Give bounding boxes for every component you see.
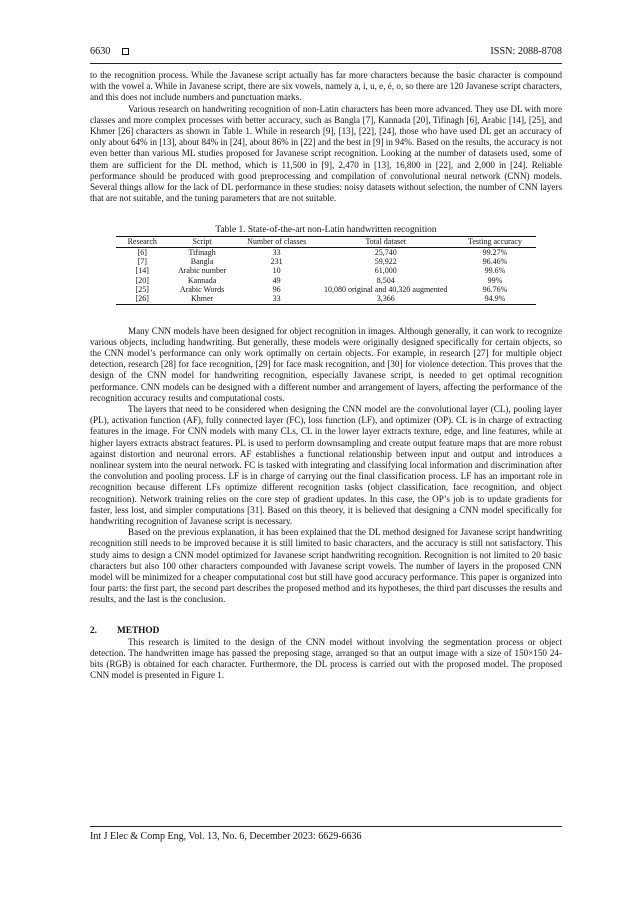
table-cell: 33 bbox=[272, 247, 281, 257]
table-caption: Table 1. State-of-the-art non-Latin handwritten recognition bbox=[215, 225, 437, 236]
table-cell: [14] bbox=[135, 266, 149, 276]
table-cell: [6] bbox=[137, 247, 147, 257]
page-body bbox=[90, 44, 562, 682]
section-heading bbox=[90, 626, 562, 637]
section-title: METHOD bbox=[117, 625, 160, 636]
table-cell: 3,366 bbox=[318, 294, 454, 304]
table-header-cell: Research bbox=[116, 237, 168, 247]
journal-citation: Int J Elec & Comp Eng, Vol. 13, No. 6, December 2023: 6629-6636 bbox=[90, 831, 362, 842]
section-number: 2. bbox=[90, 625, 97, 636]
table-cell: 33 bbox=[236, 294, 318, 304]
table-cell: Khmer bbox=[168, 294, 235, 304]
paragraph-study-aims: Based on the previous explanation, it has been explained that the DL method designed for Javanese script handwriting recognition still needs to be improved because it is still limited to basic characters, and the accuracy is still not satisfactory. This study aims to design a CNN model optimized for Javanese script handwriting recognition. Recognition is not limited to 20 basic characters but also 100 other characters compounded with Javanese script vowels. The number of layers in the proposed CNN model will be minimized for a cheaper computational cost but still have good accuracy performance. This paper is organized into four parts: the first part, the second part describes the proposed method and its hypotheses, the third part discusses the results and results, and the last is the conclusion. bbox=[90, 527, 562, 605]
table-row bbox=[116, 247, 536, 257]
table-cell: Tifinagh bbox=[188, 247, 216, 257]
table-row bbox=[116, 266, 536, 275]
table-cell: 10 bbox=[272, 266, 281, 276]
table-cell: Bangla bbox=[190, 257, 214, 267]
running-header bbox=[90, 44, 562, 58]
paragraph-method: This research is limited to the design of the CNN model without involving the segmentation process or object detection. The handwritten image has passed the preposing stage, arranged so that an output image with a size of 150×150 24-bits (RGB) is obtained for each character. Furthermore, the DL process is carried out with the proposed model. The proposed CNN model is presented in Figure 1. bbox=[90, 636, 562, 681]
table-cell: 25,740 bbox=[374, 247, 397, 257]
results-table bbox=[116, 236, 536, 304]
table-cell: [20] bbox=[135, 275, 149, 285]
table-cell: [7] bbox=[137, 257, 147, 267]
table-cell: Arabic number bbox=[177, 266, 227, 276]
table-cell: 49 bbox=[272, 275, 281, 285]
table-cell: 96.46% bbox=[482, 257, 508, 267]
table-cell: Kannada bbox=[187, 275, 217, 285]
table-cell: 8,504 bbox=[376, 275, 395, 285]
table-cell: [26] bbox=[116, 294, 168, 304]
table-row bbox=[116, 285, 536, 294]
table-cell: 99.6% bbox=[484, 266, 506, 276]
paragraph-related-work: Various research on handwriting recognition of non-Latin characters has been more advanced. They use DL with more classes and more complex processes with better accuracy, such as Bangla [7], Kannada [20], Tifinagh [6], Arabic [14], [25], and Khmer [26] characters as shown in Table 1. While in research [9], [13], [22], [24], those who have used DL get an accuracy of only about 64% in [13], about 84% in [24], about 86% in [22] and the best in [9] in 94%. Based on the results, the accuracy is not even better than various ML studies proposed for Javanese script recognition. Looking at the number of datasets used, some of them are sufficient for the DL method, which is 11,500 in [9], 2,470 in [13], 16,800 in [22], and 2,000 in [24]. Reliable performance should be produced with good preprocessing and compilation of convolutional neural network (CNN) models. Several things allow for the lack of DL performance in these studies: noisy datasets without selection, the number of CNN layers that are not suitable, and the tuning parameters that are not suitable. bbox=[90, 103, 562, 204]
table-cell: Arabic Words bbox=[179, 284, 225, 294]
header-rule bbox=[90, 63, 562, 64]
square-bullet-icon bbox=[122, 48, 129, 55]
paragraph-continuation: to the recognition process. While the Javanese script actually has far more characters because the basic character is compound with the vowel a. While in Javanese script, there are six vowels, namely a, i, u, e, é, o, so there are 120 Javanese script characters, and this does not include numbers and punctuation marks. bbox=[90, 70, 562, 103]
table-row bbox=[116, 294, 536, 304]
table-cell: 99% bbox=[487, 275, 503, 285]
table-cell: 96.76% bbox=[482, 284, 508, 294]
table-cell: [25] bbox=[135, 284, 149, 294]
table-header-cell: Total dataset bbox=[318, 237, 454, 247]
table-row bbox=[116, 276, 536, 285]
table-cell: 59,922 bbox=[374, 257, 397, 267]
issn: ISSN: 2088-8708 bbox=[490, 45, 562, 57]
table-cell: 94.9% bbox=[454, 294, 536, 304]
table-header-cell: Script bbox=[168, 237, 235, 247]
table-header-row bbox=[116, 237, 536, 247]
table-cell: 61,000 bbox=[374, 266, 397, 276]
running-footer bbox=[90, 826, 562, 842]
table-row bbox=[116, 257, 536, 266]
table-cell: 231 bbox=[270, 257, 283, 267]
footer-rule bbox=[90, 826, 562, 827]
page-number: 6630 bbox=[90, 45, 111, 57]
paragraph-cnn-layers: The layers that need to be considered when designing the CNN model are the convolutional layer (CL), pooling layer (PL), activation function (AF), fully connected layer (FC), loss function (LF), and optimizer (OP). CL is in charge of extracting features in the image. For CNN models with many CLs, CL in the lower layer extracts texture, edge, and line features, while at higher layers extracts abstract features. PL is used to perform downsampling and create output feature maps that are more robust against distortion and neuronal errors. AF establishes a functional relationship between input and output and introduces a nonlinear system into the neural network. FC is tasked with integrating and classifying local information and discrimination after the convolution and pooling process. LF is in charge of carrying out the final classification process. LF has an important role in recognition because different LFs optimize different recognition tasks (object classification, face recognition, and object recognition). Network training relies on the core step of gradient updates. In this case, the OP’s job is to update gradients for faster, less lost, and simpler computations [31]. Based on this theory, it is believed that designing a CNN model specifically for handwriting recognition of Javanese script is necessary. bbox=[90, 403, 562, 526]
paragraph-cnn-models: Many CNN models have been designed for object recognition in images. Although generally, it can work to recognize various objects, including handwriting. But generally, these models were originally designed specifically for certain objects, so the CNN model’s performance can only work optimally on certain objects. For example, in research [27] for multiple object detection, research [28] for face recognition, [29] for face mask recognition, and [30] for violence detection. This proves that the design of the CNN model for handwriting recognition, especially Javanese script, is needed to get optimal recognition performance. CNN models can be designed with a different number and arrangement of layers, affecting the performance of the recognition accuracy results and computational costs. bbox=[90, 325, 562, 403]
table-cell: 99.27% bbox=[482, 247, 508, 257]
table-cell: 10,080 original and 40,320 augmented bbox=[323, 284, 448, 294]
table-header-cell: Testing accuracy bbox=[454, 237, 536, 247]
table-cell: 96 bbox=[272, 284, 281, 294]
table-header-cell: Number of classes bbox=[236, 237, 318, 247]
